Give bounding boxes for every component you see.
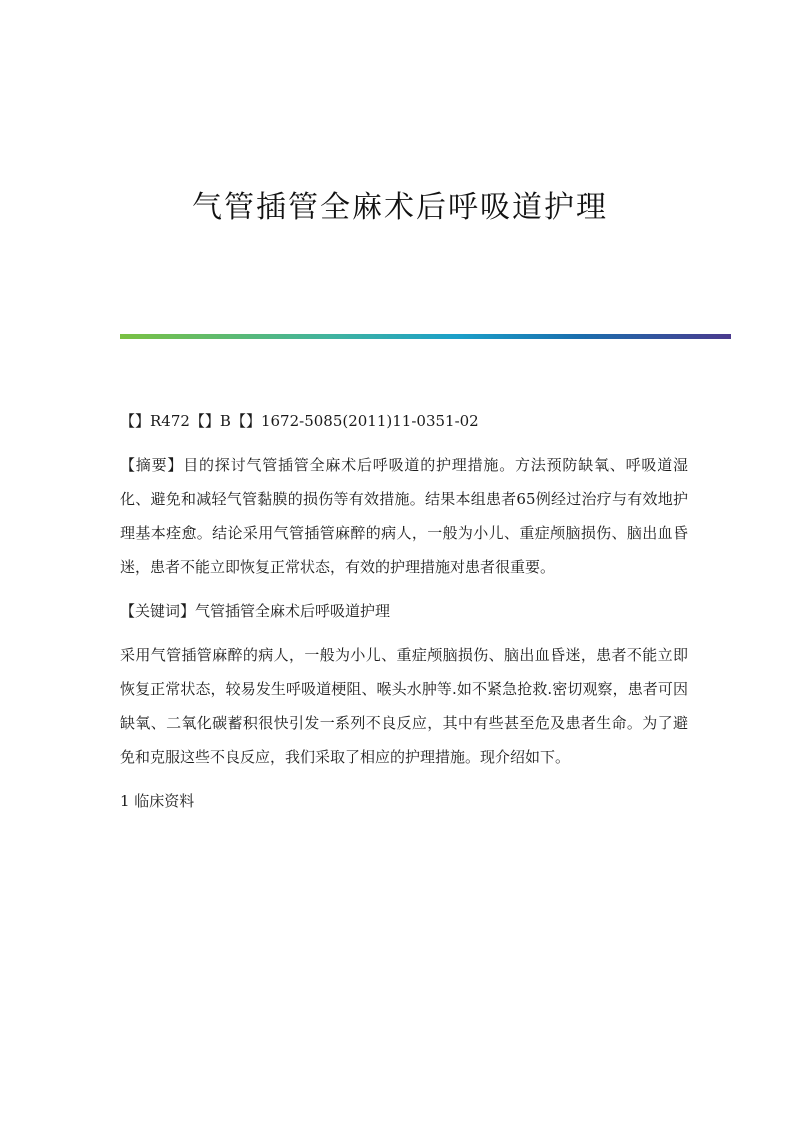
section-heading: 1 临床资料 xyxy=(120,792,195,810)
intro-paragraph: 采用气管插管麻醉的病人，一般为小儿、重症颅脑损伤、脑出血昏迷，患者不能立即恢复正常状态，较易发生呼吸道梗阻、喉头水肿等.如不紧急抢救.密切观察，患者可因缺氧、二氧化碳蓄积很快引发一系列不良反应，其中有些甚至危及患者生命。为了避免和克服这些不良反应，我们采取了相应的护理措施。现介绍如下。 xyxy=(120,646,688,766)
classification-line: 【】R472【】B【】1672-5085(2011)11-0351-02 xyxy=(120,412,479,430)
keywords-paragraph: 【关键词】气管插管全麻术后呼吸道护理 xyxy=(120,602,391,620)
abstract-paragraph: 【摘要】目的探讨气管插管全麻术后呼吸道的护理措施。方法预防缺氧、呼吸道湿化、避免和减轻气管黏膜的损伤等有效措施。结果本组患者65例经过治疗与有效地护理基本痊愈。结论采用气管插管麻醉的病人，一般为小儿、重症颅脑损伤、脑出血昏迷，患者不能立即恢复正常状态，有效的护理措施对患者很重要。 xyxy=(120,456,688,576)
document-title: 气管插管全麻术后呼吸道护理 xyxy=(192,190,608,225)
title-divider xyxy=(120,334,731,339)
document-body xyxy=(120,404,688,828)
